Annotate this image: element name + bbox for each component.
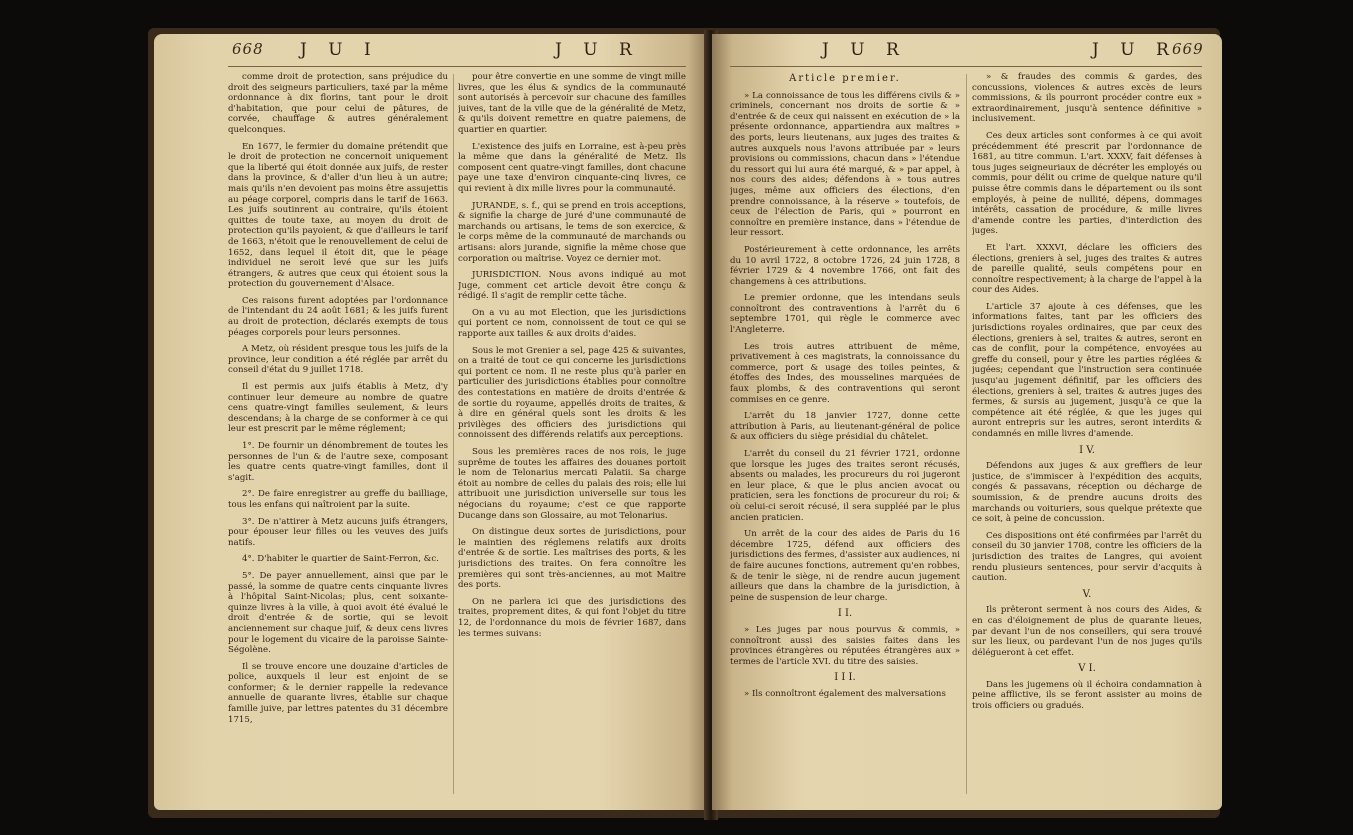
paragraph: I V. xyxy=(1079,444,1095,456)
paragraph: Il se trouve encore une douzaine d'articles de police, auxquels il leur est enjoint de se conformer; & le dernier rappelle la redevance annuelle de quarante livres, établie sur chaque famille juive, par lettres patentes du 31 décembre 1715, xyxy=(228,661,448,725)
paragraph: En 1677, le fermier du domaine prétendit que le droit de protection ne concernoit uniquement que la liberté qui étoit donnée aux juifs, de rester dans la province, & d'aller d'un lieu à un autre; mais qu'ils n'en devoient pas moins être assujettis au péage corporel, compris dans le tarif de 1663. Les juifs soutinrent au contraire, qu'ils étoient quittes de toute taxe, au moyen du droit de protection qu'ils payoient, & que d'ailleurs le tarif de 1663, n'étoit que le renouvellement de celui de 1652, dans lequel il étoit dit, que le péage individuel ne seroit levé que sur les juifs étrangers, & autres que ceux qui étoient sous la protection du gouvernement d'Alsace. xyxy=(228,141,448,290)
left-column-1 xyxy=(228,72,448,802)
paragraph: 1°. De fournir un dénombrement de toutes les personnes de l'un & de l'autre sexe, composant les quatre cents quatre-vingt familles, dont il s'agit. xyxy=(228,441,448,483)
right-running-head-right: J U R xyxy=(1092,40,1177,60)
paragraph: Les trois autres attribuent de même, privativement à ces magistrats, la connoissance du commerce, port & usage des toiles peintes, & étoffes des Indes, des mousselines marquées de faux plombs, & des contraventions qui seront commises en ce genre. xyxy=(730,341,960,405)
paragraph: 2°. De faire enregistrer au greffe du bailliage, tous les enfans qui naîtroient par la suite. xyxy=(228,489,448,510)
paragraph: L'existence des juifs en Lorraine, est à-peu près la même que dans la généralité de Metz. Ils composent cent quatre-vingt familles, dont chacune paye une taxe d'environ cinquante-cinq livres, ce qui revient à dix mille livres pour la communauté. xyxy=(458,141,686,194)
paragraph: » La connoissance de tous les différens civils & » criminels, concernant nos droits de sortie & » d'entrée & de ceux qui naissent en exécution de » la présente ordonnance, appartiendra aux maîtres » des ports, leurs lieutenans, aux juges des traites & autres auxquels nous l'avons attribuée par » leurs provisions ou commissions, chacun dans » l'étendue du ressort qui lui aura été marqué, & » par appel, à nos cours des aides; défendons à » tous autres juges, même aux officiers des élections, d'en prendre connoissance, à la réserve » toutefois, de ceux de l'élection de Paris, qui » pourront en connoître en première instance, dans » l'étendue de leur ressort. xyxy=(730,90,960,239)
left-running-head-right: J U R xyxy=(555,40,640,60)
paragraph: I I. xyxy=(837,608,853,620)
paragraph: On ne parlera ici que des jurisdictions des traites, proprement dites, & qui font l'objet du titre 12, de l'ordonnance du mois de février 1687, dans les termes suivans: xyxy=(458,596,686,639)
paragraph: pour être convertie en une somme de vingt mille livres, que les élus & syndics de la communauté sont autorisés à percevoir sur chacune des familles juives, tant de la ville que de la généralité de Metz, & qu'ils doivent remettre en quatre paiemens, de quartier en quartier. xyxy=(458,72,686,135)
right-column-divider xyxy=(966,74,967,794)
paragraph: Sous le mot Grenier a sel, page 425 & suivantes, on a traité de tout ce qui concerne les jurisdictions qui portent ce nom. Il ne reste plus qu'à parler en particulier des jurisdictions établies pour connoître des contestations en matière de droits d'entrée & de sortie du royaume, appellés droits de traites, & à dire en général quels sont les droits & les privilèges des officiers des jurisdictions qui connoissent des différends relatifs aux perceptions. xyxy=(458,345,686,441)
paragraph: L'arrêt du conseil du 21 février 1721, ordonne que lorsque les juges des traites seront récusés, absents ou malades, les procureurs du roi jugeront en leur place, & que le plus ancien avocat ou praticien, sera les fonctions de procureur du roi; & où celui-ci seroit récusé, il sera suppléé par le plus ancien praticien. xyxy=(730,449,960,523)
paragraph: Ces deux articles sont conformes à ce qui avoit précédemment été prescrit par l'ordonnance de 1681, au titre commun. L'art. XXXV, fait défenses à tous juges seigneuriaux de décréter les employés ou commis, pour délit ou crime de quelque nature qu'il puisse être commis dans le département ou ils sont employés, à peine de nullité, dépens, dommages intérêts, cassation de procédure, & mille livres d'amende contre les parties, d'interdiction des juges. xyxy=(972,130,1202,237)
paragraph: JURISDICTION. Nous avons indiqué au mot Juge, comment cet article devoit être conçu & rédigé. Il s'agit de remplir cette tâche. xyxy=(458,270,686,302)
paragraph: JURANDE, s. f., qui se prend en trois acceptions, & signifie la charge de juré d'une communauté de marchands ou artisans, le tems de son exercice, & le corps même de la communauté de marchands ou artisans: alors jurande, signifie la même chose que corporation ou maîtrise. Voyez ce dernier mot. xyxy=(458,200,686,264)
left-column-divider xyxy=(453,74,454,794)
paragraph: V. xyxy=(1082,588,1092,600)
paragraph: 5°. De payer annuellement, ainsi que par le passé, la somme de quatre cents cinquante livres à l'hôpital Saint-Nicolas; plus, cent soixante-quinze livres à la ville, à quoi avoit été évalué le droit d'entrée & de sortie, qui se levoit anciennement sur chaque juif, & deux cens livres pour le logement du vicaire de la paroisse Sainte-Ségolène. xyxy=(228,570,448,656)
article-heading: Article premier. xyxy=(789,73,901,84)
paragraph: L'article 37 ajoute à ces défenses, que les informations faites, tant par les officiers des jurisdictions royales ordinaires, que par ceux des élections, greniers à sel, traites & autres, seront en cas de conflit, pour la compétence, envoyées au greffe du conseil, pour y être les parties réglées & jugées; cependant que l'instruction sera continuée jusqu'au jugement définitif, par les officiers des élections, greniers à sel, traites & autres juges des fermes, & sursis au jugement, jusqu'à ce que la compétence ait été réglée, & que les juges qui auront entrepris sur les autres, seront interdits & condamnés en mille livres d'amende. xyxy=(972,301,1202,439)
paragraph: Postérieurement à cette ordonnance, les arrêts du 10 avril 1722, 8 octobre 1726, 24 juin 1728, 8 février 1729 & 4 novembre 1766, ont fait des changemens à ces attributions. xyxy=(730,244,960,287)
left-running-head-left: J U I xyxy=(300,40,379,60)
paragraph: On a vu au mot Election, que les jurisdictions qui portent ce nom, connoissent de tout ce qui se rapporte aux tailles & aux droits d'aides. xyxy=(458,307,686,340)
paragraph: Il est permis aux juifs établis à Metz, d'y continuer leur demeure au nombre de quatre cens quatre-vingt familles seulement, & leurs descendans; à la charge de se conformer à ce qui leur est prescrit par le même réglement; xyxy=(228,382,448,435)
left-column-2 xyxy=(458,72,686,802)
right-header-rule xyxy=(730,66,1202,67)
paragraph: » & fraudes des commis & gardes, des concussions, violences & autres excès de leurs commissions, & ils pourront procéder contre eux » extraordinairement, jusqu'à sentence définitive » inclusivement. xyxy=(972,72,1202,125)
paragraph: V I. xyxy=(1078,663,1096,675)
paragraph: Ils prêteront serment à nos cours des Aides, & en cas d'éloignement de plus de quarante lieues, par devant l'un de nos conseillers, qui sera trouvé sur les lieux, ou pardevant l'un de nos juges qu'ils délégueront à cet effet. xyxy=(972,605,1202,658)
paragraph: I I I. xyxy=(834,672,856,684)
paragraph: Ces raisons furent adoptées par l'ordonnance de l'intendant du 24 août 1681; & les juifs furent au droit de protection, déclarés exempts de tous péages corporels pour leurs personnes. xyxy=(228,295,448,338)
paragraph: Sous les premières races de nos rois, le juge suprême de toutes les affaires des douanes portoit le nom de Telonarius mercati Palatii. Sa charge étoit au nombre de celles du palais des rois; elle lui attribuoit une jurisdiction universelle sur tous les négocians du royaume; c'est ce que rapporte Ducange dans son Glossaire, au mot Telonarius. xyxy=(458,447,686,521)
paragraph: Défendons aux juges & aux greffiers de leur justice, de s'immiscer à l'expédition des acquits, congés & passavans, réception ou décharge de soumission, & de prendre aucuns droits des marchands ou voituriers, sous quelque prétexte que ce soit, à peine de concussion. xyxy=(972,461,1202,525)
paragraph: 3°. De n'attirer à Metz aucuns juifs étrangers, pour épouser leur filles ou les veuves des juifs natifs. xyxy=(228,516,448,548)
paragraph: On distingue deux sortes de jurisdictions, pour le maintien des réglemens relatifs aux droits d'entrée & de sortie. Les maîtrises des ports, & les jurisdictions des traites. On fera connoître les premières qui sont très-anciennes, au mot Maitre des ports. xyxy=(458,527,686,591)
paragraph: A Metz, où résident presque tous les juifs de la province, leur condition a été réglée par arrêt du conseil d'état du 9 juillet 1718. xyxy=(228,344,448,376)
paragraph: 4°. D'habiter le quartier de Saint-Ferron, &c. xyxy=(242,554,439,565)
left-page-number: 668 xyxy=(232,40,264,58)
paragraph: Un arrêt de la cour des aides de Paris du 16 décembre 1725, défend aux officiers des jurisdictions des fermes, d'assister aux audiences, ni de faire aucunes fonctions, autrement qu'en robbes, & de tenir le siège, ni de rendre aucun jugement ailleurs que dans la chambre de la jurisdiction, à peine de suspension de leur charge. xyxy=(730,529,960,603)
paragraph: L'arrêt du 18 janvier 1727, donne cette attribution à Paris, au lieutenant-général de police & aux officiers du siège présidial du châtelet. xyxy=(730,411,960,443)
paragraph: » Les juges par nous pourvus & commis, » connoîtront aussi des saisies faites dans les provinces étrangères ou réputées étrangères aux » termes de l'article XVI. du titre des saisies. xyxy=(730,624,960,667)
right-column-2 xyxy=(972,72,1202,802)
right-column-1 xyxy=(730,72,960,802)
left-header-rule xyxy=(228,66,686,67)
paragraph: Et l'art. XXXVI, déclare les officiers des élections, greniers à sel, juges des traites & autres de pareille qualité, seuls compétens pour en connoître respectivement; à la charge de l'appel à la cour des Aides. xyxy=(972,242,1202,296)
paragraph: » Ils connoîtront également des malversations xyxy=(744,688,946,699)
paragraph: Le premier ordonne, que les intendans seuls connoîtront des contraventions à l'arrêt du 6 septembre 1701, qui règle le commerce avec l'Angleterre. xyxy=(730,293,960,336)
paragraph: comme droit de protection, sans préjudice du droit des seigneurs particuliers, taxé par la même ordonnance à dix florins, tant pour le droit d'habitation, que pour celui de pâtures, de corvée, chauffage & autres généralement quelconques. xyxy=(228,72,448,135)
right-running-head-left: J U R xyxy=(822,40,907,60)
right-page-number: 669 xyxy=(1172,40,1204,58)
paragraph: Ces dispositions ont été confirmées par l'arrêt du conseil du 30 janvier 1708, contre les officiers de la jurisdiction des traites de Langres, qui avoient rendu plusieurs sentences, pour servir d'acquits à caution. xyxy=(972,530,1202,584)
paragraph: Dans les jugemens où il échoira condamnation à peine afflictive, ils se feront assister au moins de trois officiers ou gradués. xyxy=(972,679,1202,712)
